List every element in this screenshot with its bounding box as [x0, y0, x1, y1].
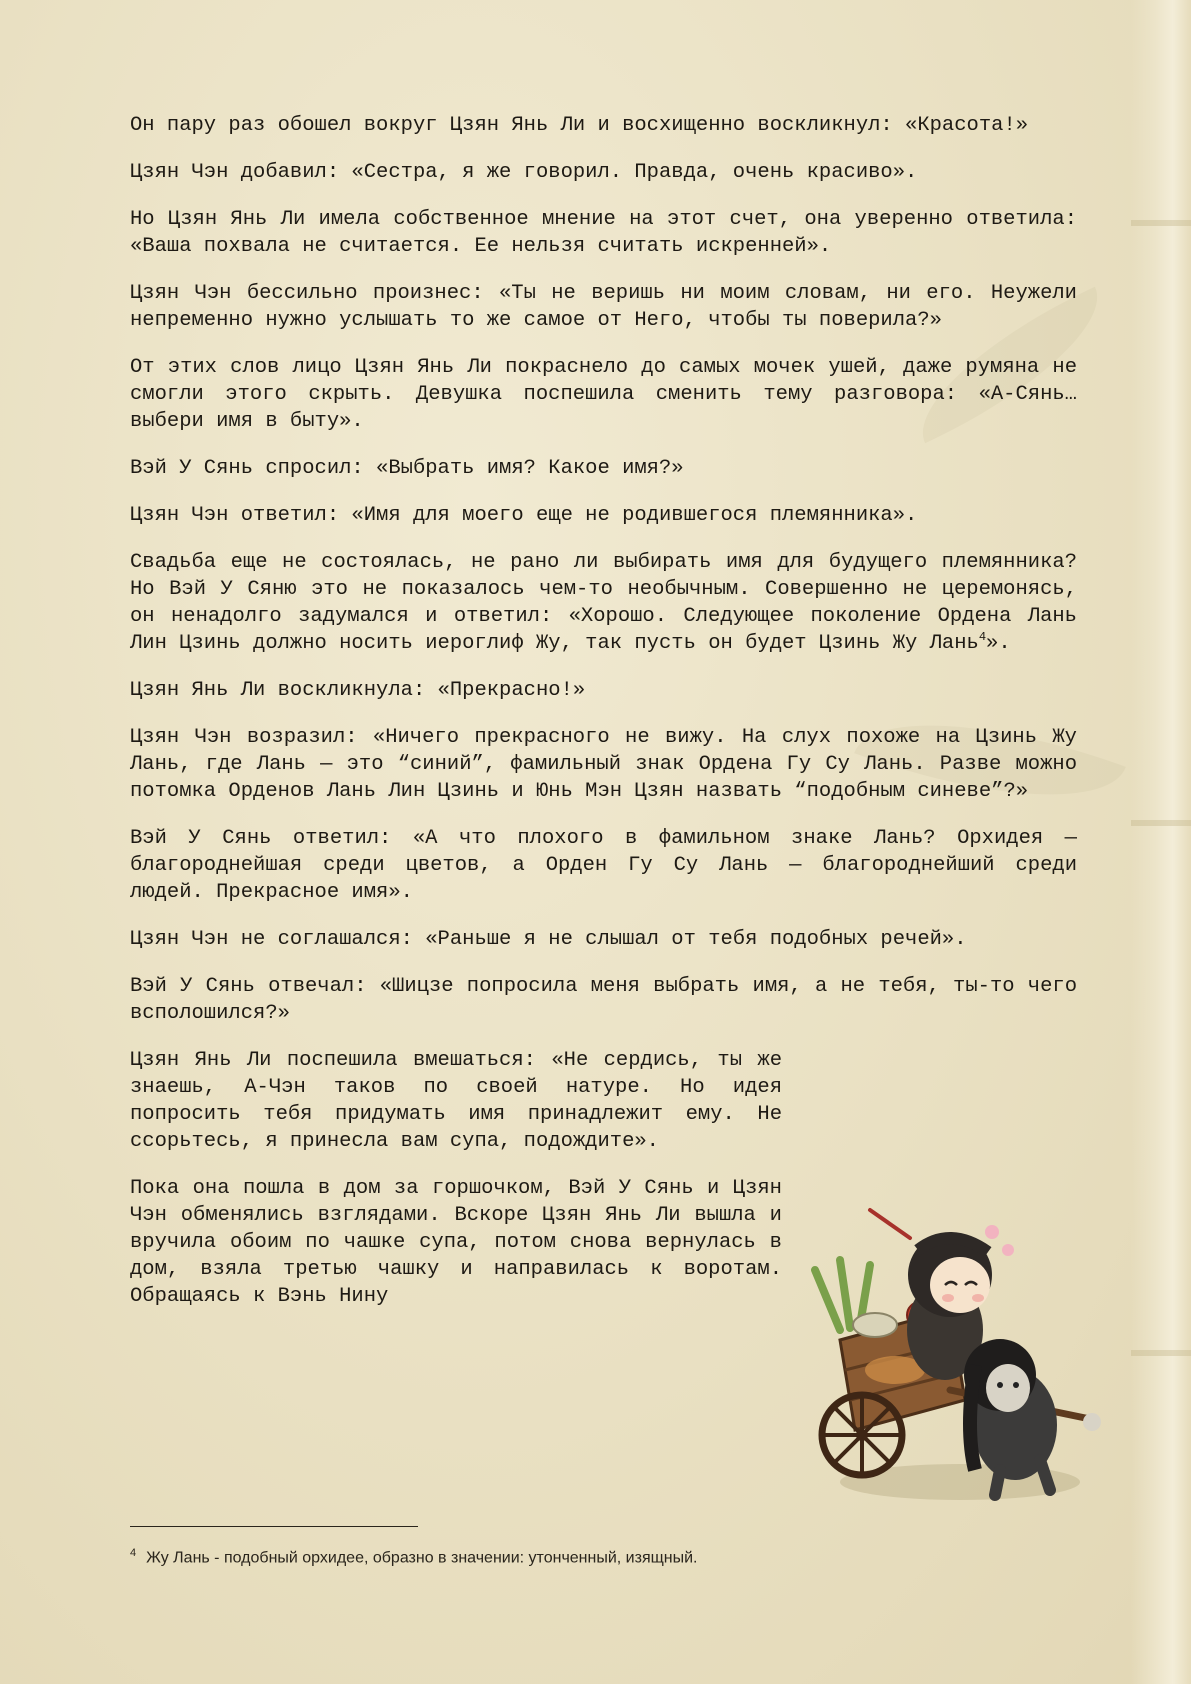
paragraph: Цзян Чэн не соглашался: «Раньше я не слышал от тебя подобных речей».	[130, 928, 967, 951]
footnote-marker[interactable]: 4	[978, 630, 987, 645]
paragraph-text: ».	[986, 632, 1011, 655]
paragraph: Цзян Чэн бессильно произнес: «Ты не веришь ни моим словам, ни его. Неужели непременно нужно услышать то же самое от Него, чтобы ты поверила?»	[130, 282, 1077, 332]
bamboo-node	[1131, 1350, 1191, 1356]
bamboo-node	[1131, 820, 1191, 826]
footnote	[130, 1542, 930, 1569]
bamboo-background	[1131, 0, 1191, 1684]
paragraph: Вэй У Сянь отвечал: «Шицзе попросила меня выбрать имя, а не тебя, ты-то чего всполошился?»	[130, 975, 1077, 1025]
paragraph: Пока она пошла в дом за горшочком, Вэй У Сянь и Цзян Чэн обменялись взглядами. Вскоре Цзян Янь Ли вышла и вручила обоим по чашке супа, потом снова вернулась в дом, взяла третью чашку и направилась к воротам. Обращаясь к Вэнь Нину	[130, 1177, 782, 1308]
bamboo-node	[1131, 220, 1191, 226]
paragraph-with-footnote	[130, 549, 1077, 657]
footnote-number: 4	[130, 1547, 137, 1559]
paragraph-text: Свадьба еще не состоялась, не рано ли выбирать имя для будущего племянника? Но Вэй У Сяню это не показалось чем-то необычным. Совершенно не церемонясь, он ненадолго задумался и ответил: «Хорошо. Следующее поколение Ордена Лань Лин Цзинь должно носить иероглиф Жу, так пусть он будет Цзинь Жу Лань	[130, 551, 1077, 655]
footnote-divider	[130, 1526, 418, 1527]
paragraph: Цзян Чэн ответил: «Имя для моего еще не родившегося племянника».	[130, 504, 918, 527]
paragraph: Но Цзян Янь Ли имела собственное мнение на этот счет, она уверенно ответила: «Ваша похвала не считается. Ее нельзя считать искренней».	[130, 208, 1077, 258]
paragraph: Вэй У Сянь ответил: «А что плохого в фамильном знаке Лань? Орхидея — благороднейшая среди цветов, а Орден Гу Су Лань — благороднейший среди людей. Прекрасное имя».	[130, 827, 1077, 904]
page-body	[130, 112, 1077, 1330]
paragraph: Вэй У Сянь спросил: «Выбрать имя? Какое имя?»	[130, 457, 684, 480]
paragraph: От этих слов лицо Цзян Янь Ли покраснело до самых мочек ушей, даже румяна не смогли этого скрыть. Девушка поспешила сменить тему разговора: «А-Сянь… выбери имя в быту».	[130, 356, 1077, 433]
paragraph: Цзян Янь Ли воскликнула: «Прекрасно!»	[130, 679, 586, 702]
paragraph: Цзян Чэн возразил: «Ничего прекрасного не вижу. На слух похоже на Цзинь Жу Лань, где Лань — это “синий”, фамильный знак Ордена Гу Су Лань. Разве можно потомка Орденов Лань Лин Цзинь и Юнь Мэн Цзян назвать “подобным синеве”?»	[130, 726, 1077, 803]
paragraph: Цзян Чэн добавил: «Сестра, я же говорил. Правда, очень красиво».	[130, 161, 918, 184]
paragraph: Он пару раз обошел вокруг Цзян Янь Ли и восхищенно воскликнул: «Красота!»	[130, 114, 1029, 137]
chibi-cart-illustration	[800, 1190, 1110, 1510]
footnote-text: Жу Лань - подобный орхидее, образно в значении: утонченный, изящный.	[146, 1549, 698, 1567]
paragraph: Цзян Янь Ли поспешила вмешаться: «Не сердись, ты же знаешь, А-Чэн таков по своей натуре. Но идея попросить тебя придумать имя принадлежит ему. Не ссорьтесь, я принесла вам супа, подождите».	[130, 1049, 782, 1153]
